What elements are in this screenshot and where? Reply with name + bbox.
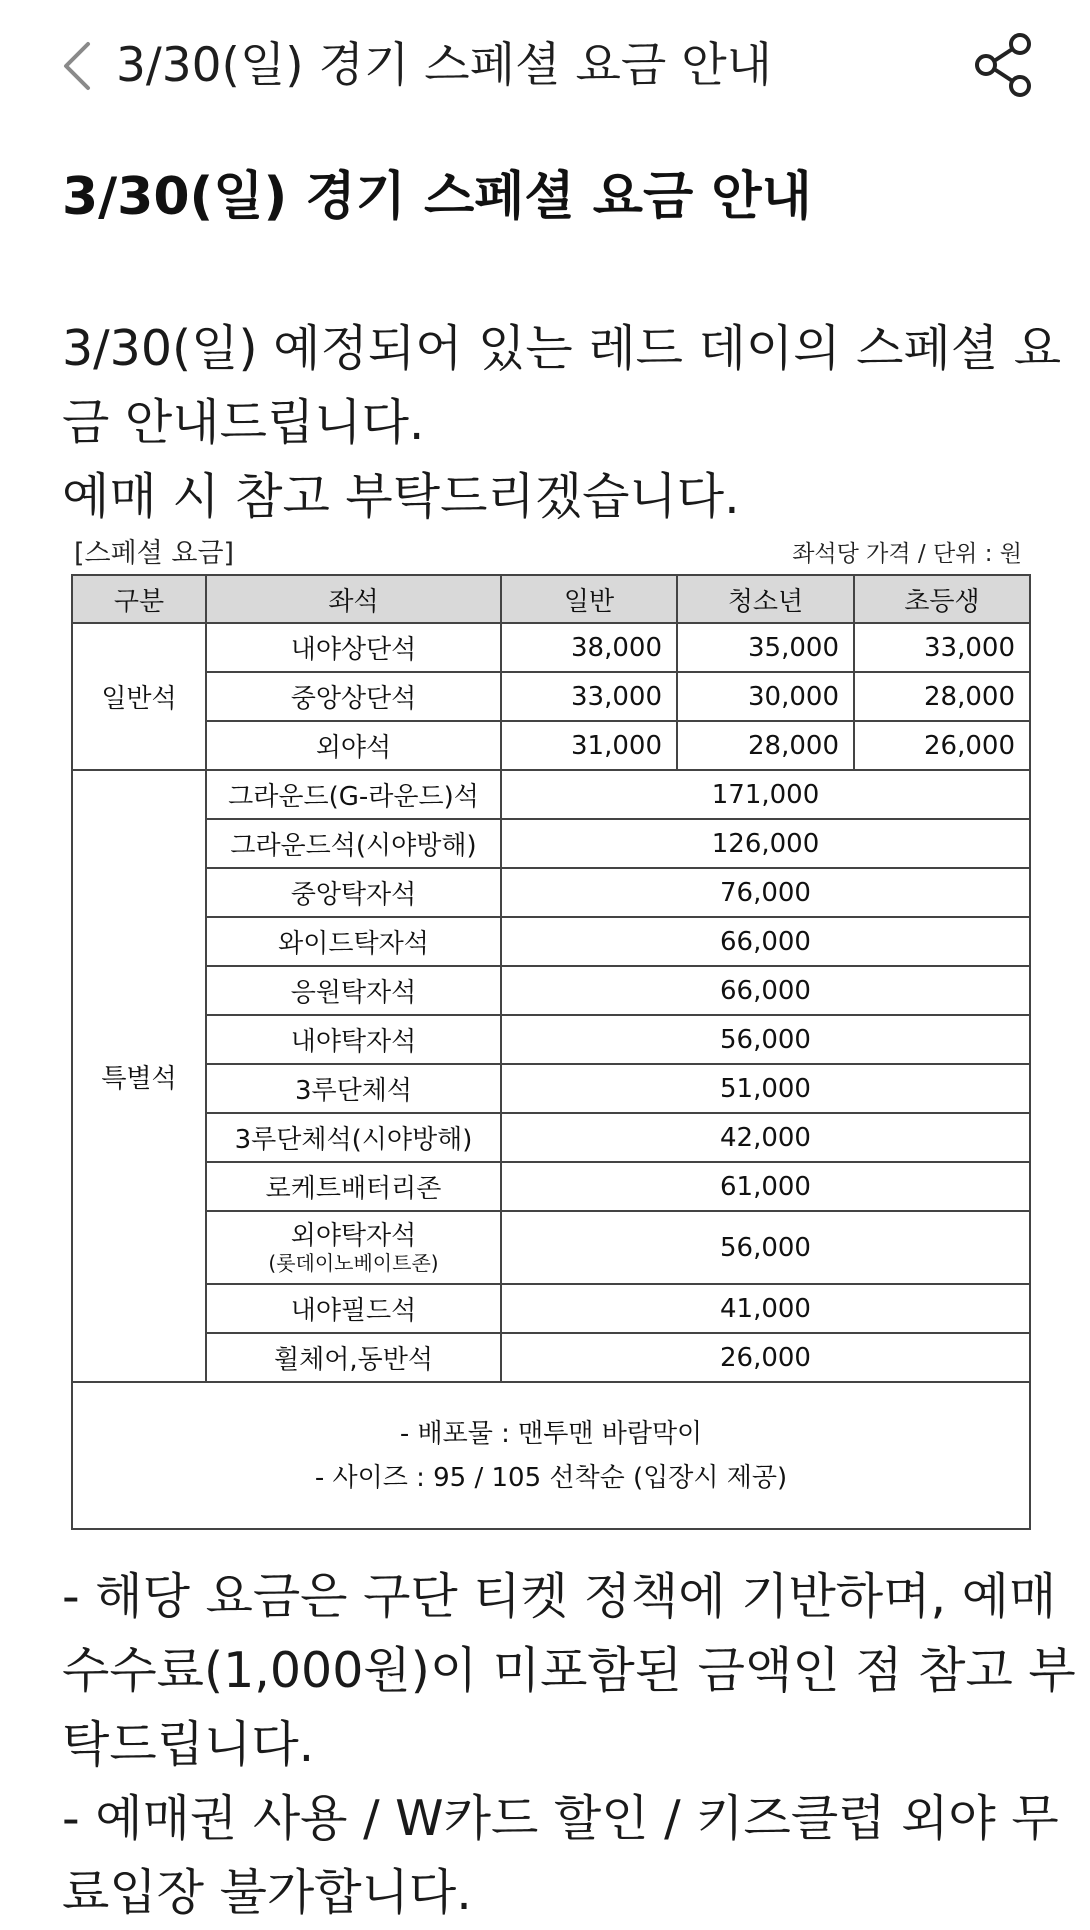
- seat-name: 와이드탁자석: [206, 917, 501, 966]
- table-header-row: [72, 575, 1030, 623]
- giveaway-line: - 배포물 : 맨투맨 바람막이: [399, 1418, 703, 1449]
- table-row: [72, 819, 1030, 868]
- seat-name-cell: [206, 1211, 501, 1284]
- table-caption: [스페셜 요금]: [74, 538, 235, 569]
- price-all: 66,000: [501, 966, 1030, 1015]
- price-child: 26,000: [854, 721, 1030, 770]
- price-adult: 33,000: [501, 672, 677, 721]
- seat-name: 외야탁자석: [290, 1220, 417, 1251]
- price-all: 61,000: [501, 1162, 1030, 1211]
- price-adult: 38,000: [501, 623, 677, 672]
- price-all: 171,000: [501, 770, 1030, 819]
- share-icon: [970, 30, 1036, 100]
- intro-paragraph: [62, 312, 1062, 534]
- price-all: 56,000: [501, 1211, 1030, 1284]
- table-row: [72, 672, 1030, 721]
- header-cell: 청소년: [677, 575, 854, 623]
- table-row: [72, 1113, 1030, 1162]
- back-button[interactable]: [58, 38, 98, 94]
- notes-line: 수수료(1,000원)이 미포함된 금액인 점 참고 부: [62, 1642, 1076, 1699]
- price-all: 41,000: [501, 1284, 1030, 1333]
- seat-name: 휠체어,동반석: [206, 1333, 501, 1382]
- price-child: 33,000: [854, 623, 1030, 672]
- price-youth: 28,000: [677, 721, 854, 770]
- table-row: [72, 1284, 1030, 1333]
- chevron-left-icon: [58, 38, 98, 94]
- table-row: [72, 1211, 1030, 1284]
- seat-name: 그라운드석(시야방해): [206, 819, 501, 868]
- seat-name: 그라운드(G-라운드)석: [206, 770, 501, 819]
- header-cell: 일반: [501, 575, 677, 623]
- intro-line: 3/30(일) 예정되어 있는 레드 데이의 스페셜 요: [62, 320, 1062, 377]
- table-row: [72, 966, 1030, 1015]
- table-unit-note: 좌석당 가격 / 단위 : 원: [792, 541, 1022, 567]
- price-youth: 30,000: [677, 672, 854, 721]
- seat-name: 내야상단석: [206, 623, 501, 672]
- intro-line: 금 안내드립니다.: [62, 394, 425, 451]
- notes-line: 탁드립니다.: [62, 1716, 315, 1773]
- seat-name: 3루단체석: [206, 1064, 501, 1113]
- seat-name: 내야탁자석: [206, 1015, 501, 1064]
- notes-paragraph: [62, 1560, 1076, 1930]
- seat-name: 응원탁자석: [206, 966, 501, 1015]
- seat-name: 3루단체석(시야방해): [206, 1113, 501, 1162]
- table-row: [72, 917, 1030, 966]
- seat-name: 로케트배터리존: [206, 1162, 501, 1211]
- price-youth: 35,000: [677, 623, 854, 672]
- notes-line: - 해당 요금은 구단 티켓 정책에 기반하며, 예매: [62, 1568, 1057, 1625]
- price-table: [71, 574, 1031, 1530]
- price-adult: 31,000: [501, 721, 677, 770]
- seat-name: 중앙상단석: [206, 672, 501, 721]
- table-row: [72, 868, 1030, 917]
- table-row: [72, 1015, 1030, 1064]
- header-cell: 좌석: [206, 575, 501, 623]
- top-app-bar: [0, 0, 1090, 130]
- table-row: [72, 1162, 1030, 1211]
- table-row: [72, 1064, 1030, 1113]
- page-title: 3/30(일) 경기 스페셜 요금 안내: [116, 38, 772, 93]
- seat-name: 외야석: [206, 721, 501, 770]
- price-all: 126,000: [501, 819, 1030, 868]
- price-all: 76,000: [501, 868, 1030, 917]
- price-all: 26,000: [501, 1333, 1030, 1382]
- price-all: 51,000: [501, 1064, 1030, 1113]
- giveaway-line: - 사이즈 : 95 / 105 선착순 (입장시 제공): [314, 1462, 788, 1493]
- price-all: 66,000: [501, 917, 1030, 966]
- table-row: [72, 1333, 1030, 1382]
- post-title: 3/30(일) 경기 스페셜 요금 안내: [62, 167, 812, 227]
- table-row: [72, 623, 1030, 672]
- group-label-general: 일반석: [72, 623, 206, 770]
- header-cell: 초등생: [854, 575, 1030, 623]
- seat-name: 중앙탁자석: [206, 868, 501, 917]
- table-footer-row: [72, 1382, 1030, 1529]
- notes-line: 료입장 불가합니다.: [62, 1864, 472, 1921]
- price-all: 56,000: [501, 1015, 1030, 1064]
- group-label-special: 특별석: [72, 770, 206, 1382]
- seat-subname: (롯데이노베이트존): [268, 1250, 439, 1275]
- intro-line: 예매 시 참고 부탁드리겠습니다.: [62, 468, 740, 525]
- table-row: [72, 721, 1030, 770]
- notes-line: - 예매권 사용 / W카드 할인 / 키즈클럽 외야 무: [62, 1790, 1059, 1847]
- share-button[interactable]: [970, 30, 1036, 100]
- header-cell: 구분: [72, 575, 206, 623]
- price-all: 42,000: [501, 1113, 1030, 1162]
- price-child: 28,000: [854, 672, 1030, 721]
- table-row: [72, 770, 1030, 819]
- seat-name: 내야필드석: [206, 1284, 501, 1333]
- giveaway-info: [72, 1382, 1030, 1529]
